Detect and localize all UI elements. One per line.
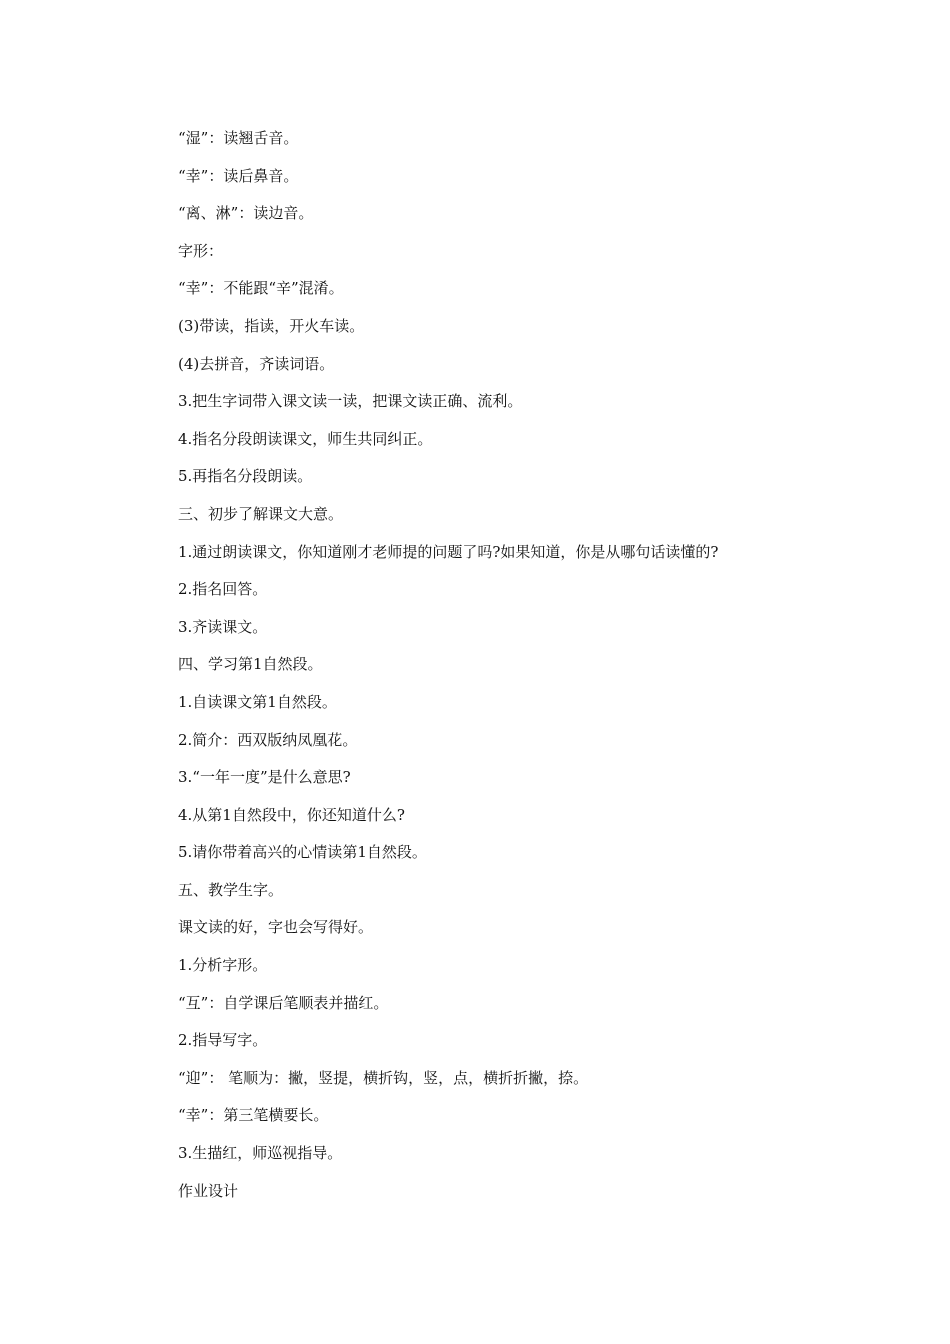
text-line: “幸”：读后鼻音。 — [178, 166, 299, 185]
text-line: “离、淋”：读边音。 — [178, 204, 314, 223]
document-body — [178, 126, 878, 1216]
text-line: 2.指导写字。 — [178, 1031, 268, 1050]
text-line: 5.请你带着高兴的心情读第1自然段。 — [178, 843, 427, 862]
text-line: “互”：自学课后笔顺表并描红。 — [178, 993, 389, 1012]
text-line: 1.自读课文第1自然段。 — [178, 692, 337, 711]
text-line: 1.分析字形。 — [178, 956, 268, 975]
section-heading: 五、教学生字。 — [178, 880, 284, 899]
text-line: (4)去拼音，齐读词语。 — [178, 354, 335, 373]
section-label: 字形： — [178, 241, 224, 260]
text-line: 3.“一年一度”是什么意思? — [178, 768, 351, 787]
text-line: “迎”： 笔顺为：撇，竖提，横折钩，竖，点，横折折撇，捺。 — [178, 1068, 589, 1087]
text-line: 3.把生字词带入课文读一读，把课文读正确、流利。 — [178, 392, 523, 411]
section-heading: 三、初步了解课文大意。 — [178, 504, 344, 523]
text-line: 1.通过朗读课文，你知道刚才老师提的问题了吗?如果知道，你是从哪句话读懂的? — [178, 542, 719, 561]
text-line: 3.齐读课文。 — [178, 617, 268, 636]
text-line: 3.生描红，师巡视指导。 — [178, 1144, 343, 1163]
text-line: 4.指名分段朗读课文，师生共同纠正。 — [178, 429, 433, 448]
text-line: “湿”：读翘舌音。 — [178, 129, 299, 147]
text-line: “幸”：第三笔横要长。 — [178, 1106, 329, 1125]
section-label: 作业设计 — [178, 1181, 239, 1200]
text-line: (3)带读，指读，开火车读。 — [178, 316, 365, 335]
section-heading: 四、学习第1自然段。 — [178, 655, 323, 674]
text-line: 4.从第1自然段中，你还知道什么? — [178, 805, 405, 824]
text-line: 2.简介：西双版纳凤凰花。 — [178, 730, 358, 749]
text-line: “幸”：不能跟“辛”混淆。 — [178, 279, 344, 298]
text-line: 5.再指名分段朗读。 — [178, 467, 313, 486]
text-line: 课文读的好，字也会写得好。 — [178, 918, 374, 937]
text-line: 2.指名回答。 — [178, 580, 268, 599]
